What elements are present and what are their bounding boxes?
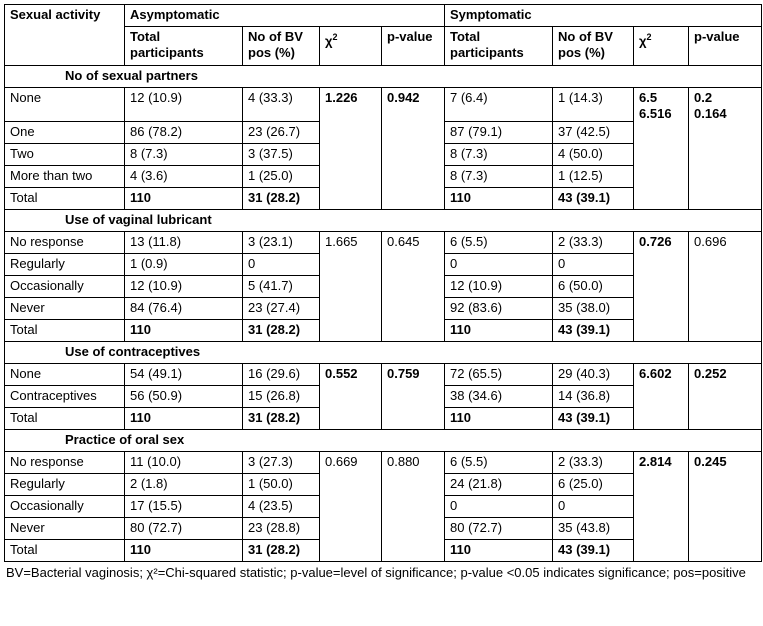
header-sym-chi — [634, 27, 689, 66]
table-footnote: BV=Bacterial vaginosis; χ²=Chi-squared statistic; p-value=level of significance; p-value <0.05 indicates significance; pos=positive — [6, 565, 746, 580]
row-label: No response — [5, 232, 125, 254]
header-sym-bv: No of BV pos (%) — [553, 27, 634, 66]
sym-bv-cell: 1 (12.5) — [553, 166, 634, 188]
section-title-row — [5, 210, 762, 232]
asym-total-cell: 8 (7.3) — [125, 144, 243, 166]
row-label: Total — [5, 540, 125, 562]
sym-bv-cell: 35 (43.8) — [553, 518, 634, 540]
row-label: Contraceptives — [5, 386, 125, 408]
chi-symbol: χ — [325, 33, 333, 49]
asym-bv-cell: 4 (23.5) — [243, 496, 320, 518]
sym-total-cell: 0 — [445, 496, 553, 518]
asym-bv-cell: 31 (28.2) — [243, 320, 320, 342]
asym-bv-cell: 3 (37.5) — [243, 144, 320, 166]
asym-total-cell: 12 (10.9) — [125, 88, 243, 122]
sym-bv-cell: 6 (50.0) — [553, 276, 634, 298]
table-row — [5, 88, 762, 122]
sym-total-cell: 110 — [445, 320, 553, 342]
table-row — [5, 232, 762, 254]
section-title-row — [5, 430, 762, 452]
header-asym-chi — [320, 27, 382, 66]
sym-total-cell: 38 (34.6) — [445, 386, 553, 408]
asym-bv-cell: 16 (29.6) — [243, 364, 320, 386]
sym-total-cell: 87 (79.1) — [445, 122, 553, 144]
asym-total-cell: 80 (72.7) — [125, 518, 243, 540]
asym-bv-cell: 3 (23.1) — [243, 232, 320, 254]
row-label: More than two — [5, 166, 125, 188]
sym-total-cell: 80 (72.7) — [445, 518, 553, 540]
sym-chi-cell — [634, 88, 689, 210]
section-title: Practice of oral sex — [5, 430, 762, 452]
header-sexual-activity: Sexual activity — [5, 5, 125, 66]
sym-chi-cell: 2.814 — [634, 452, 689, 562]
asym-p-cell: 0.759 — [382, 364, 445, 430]
asym-total-cell: 17 (15.5) — [125, 496, 243, 518]
chi-superscript: 2 — [332, 32, 338, 42]
asym-bv-cell: 4 (33.3) — [243, 88, 320, 122]
header-row-groups — [5, 5, 762, 27]
header-asym-bv: No of BV pos (%) — [243, 27, 320, 66]
sym-p-cell: 0.252 — [689, 364, 762, 430]
sym-bv-cell: 43 (39.1) — [553, 540, 634, 562]
table-row — [5, 452, 762, 474]
row-label: None — [5, 364, 125, 386]
row-label: Never — [5, 298, 125, 320]
asym-total-cell: 2 (1.8) — [125, 474, 243, 496]
asym-bv-cell: 23 (27.4) — [243, 298, 320, 320]
sym-total-cell: 92 (83.6) — [445, 298, 553, 320]
asym-bv-cell: 31 (28.2) — [243, 188, 320, 210]
asym-chi-cell: 1.665 — [320, 232, 382, 342]
asym-total-cell: 110 — [125, 540, 243, 562]
asym-p-cell: 0.942 — [382, 88, 445, 210]
section-title: Use of contraceptives — [5, 342, 762, 364]
chi-superscript: 2 — [646, 32, 652, 42]
section-title-row — [5, 342, 762, 364]
sym-bv-cell: 35 (38.0) — [553, 298, 634, 320]
sym-total-cell: 6 (5.5) — [445, 232, 553, 254]
asym-total-cell: 56 (50.9) — [125, 386, 243, 408]
row-label: Total — [5, 188, 125, 210]
asym-total-cell: 84 (76.4) — [125, 298, 243, 320]
sym-total-cell: 6 (5.5) — [445, 452, 553, 474]
sym-total-cell: 12 (10.9) — [445, 276, 553, 298]
sym-chi-value-1: 6.5 — [639, 90, 658, 105]
sym-chi-value-2: 6.516 — [639, 106, 672, 121]
asym-p-cell: 0.880 — [382, 452, 445, 562]
sym-total-cell: 8 (7.3) — [445, 166, 553, 188]
asym-chi-cell: 0.669 — [320, 452, 382, 562]
sym-chi-cell: 6.602 — [634, 364, 689, 430]
row-label: No response — [5, 452, 125, 474]
sym-p-cell — [689, 88, 762, 210]
row-label: Total — [5, 320, 125, 342]
sym-bv-cell: 14 (36.8) — [553, 386, 634, 408]
sym-total-cell: 8 (7.3) — [445, 144, 553, 166]
asym-chi-cell: 0.552 — [320, 364, 382, 430]
asym-bv-cell: 23 (28.8) — [243, 518, 320, 540]
sym-total-cell: 24 (21.8) — [445, 474, 553, 496]
sym-total-cell: 110 — [445, 408, 553, 430]
sym-p-value-2: 0.164 — [694, 106, 727, 121]
asym-total-cell: 12 (10.9) — [125, 276, 243, 298]
row-label: Two — [5, 144, 125, 166]
row-label: Occasionally — [5, 276, 125, 298]
chi-symbol: χ — [639, 33, 647, 49]
asym-bv-cell: 5 (41.7) — [243, 276, 320, 298]
asym-p-cell: 0.645 — [382, 232, 445, 342]
section-title-row — [5, 66, 762, 88]
asym-total-cell: 13 (11.8) — [125, 232, 243, 254]
sym-total-cell: 110 — [445, 188, 553, 210]
asym-chi-cell: 1.226 — [320, 88, 382, 210]
sym-bv-cell: 43 (39.1) — [553, 408, 634, 430]
section-title: No of sexual partners — [5, 66, 762, 88]
sym-total-cell: 72 (65.5) — [445, 364, 553, 386]
results-table — [4, 4, 762, 562]
sym-bv-cell: 29 (40.3) — [553, 364, 634, 386]
header-symptomatic: Symptomatic — [445, 5, 762, 27]
sym-p-cell: 0.245 — [689, 452, 762, 562]
asym-bv-cell: 1 (25.0) — [243, 166, 320, 188]
sym-p-value-1: 0.2 — [694, 90, 713, 105]
header-asym-p: p-value — [382, 27, 445, 66]
row-label: Never — [5, 518, 125, 540]
asym-bv-cell: 0 — [243, 254, 320, 276]
sym-bv-cell: 1 (14.3) — [553, 88, 634, 122]
sym-p-cell: 0.696 — [689, 232, 762, 342]
header-sym-p: p-value — [689, 27, 762, 66]
asym-total-cell: 110 — [125, 188, 243, 210]
asym-total-cell: 110 — [125, 320, 243, 342]
header-asymptomatic: Asymptomatic — [125, 5, 445, 27]
header-asym-total: Total participants — [125, 27, 243, 66]
section-title: Use of vaginal lubricant — [5, 210, 762, 232]
sym-bv-cell: 2 (33.3) — [553, 452, 634, 474]
asym-total-cell: 11 (10.0) — [125, 452, 243, 474]
asym-total-cell: 110 — [125, 408, 243, 430]
sym-chi-cell: 0.726 — [634, 232, 689, 342]
row-label: Regularly — [5, 254, 125, 276]
row-label: Regularly — [5, 474, 125, 496]
sym-total-cell: 7 (6.4) — [445, 88, 553, 122]
sym-total-cell: 110 — [445, 540, 553, 562]
asym-total-cell: 1 (0.9) — [125, 254, 243, 276]
sym-bv-cell: 43 (39.1) — [553, 188, 634, 210]
asym-bv-cell: 31 (28.2) — [243, 540, 320, 562]
sym-bv-cell: 4 (50.0) — [553, 144, 634, 166]
asym-total-cell: 86 (78.2) — [125, 122, 243, 144]
asym-total-cell: 4 (3.6) — [125, 166, 243, 188]
sym-bv-cell: 6 (25.0) — [553, 474, 634, 496]
row-label: Occasionally — [5, 496, 125, 518]
asym-total-cell: 54 (49.1) — [125, 364, 243, 386]
sym-bv-cell: 0 — [553, 496, 634, 518]
asym-bv-cell: 1 (50.0) — [243, 474, 320, 496]
asym-bv-cell: 23 (26.7) — [243, 122, 320, 144]
row-label: None — [5, 88, 125, 122]
sym-bv-cell: 37 (42.5) — [553, 122, 634, 144]
asym-bv-cell: 15 (26.8) — [243, 386, 320, 408]
sym-bv-cell: 43 (39.1) — [553, 320, 634, 342]
sym-total-cell: 0 — [445, 254, 553, 276]
row-label: One — [5, 122, 125, 144]
row-label: Total — [5, 408, 125, 430]
asym-bv-cell: 3 (27.3) — [243, 452, 320, 474]
table-row — [5, 364, 762, 386]
header-sym-total: Total participants — [445, 27, 553, 66]
sym-bv-cell: 2 (33.3) — [553, 232, 634, 254]
sym-bv-cell: 0 — [553, 254, 634, 276]
asym-bv-cell: 31 (28.2) — [243, 408, 320, 430]
